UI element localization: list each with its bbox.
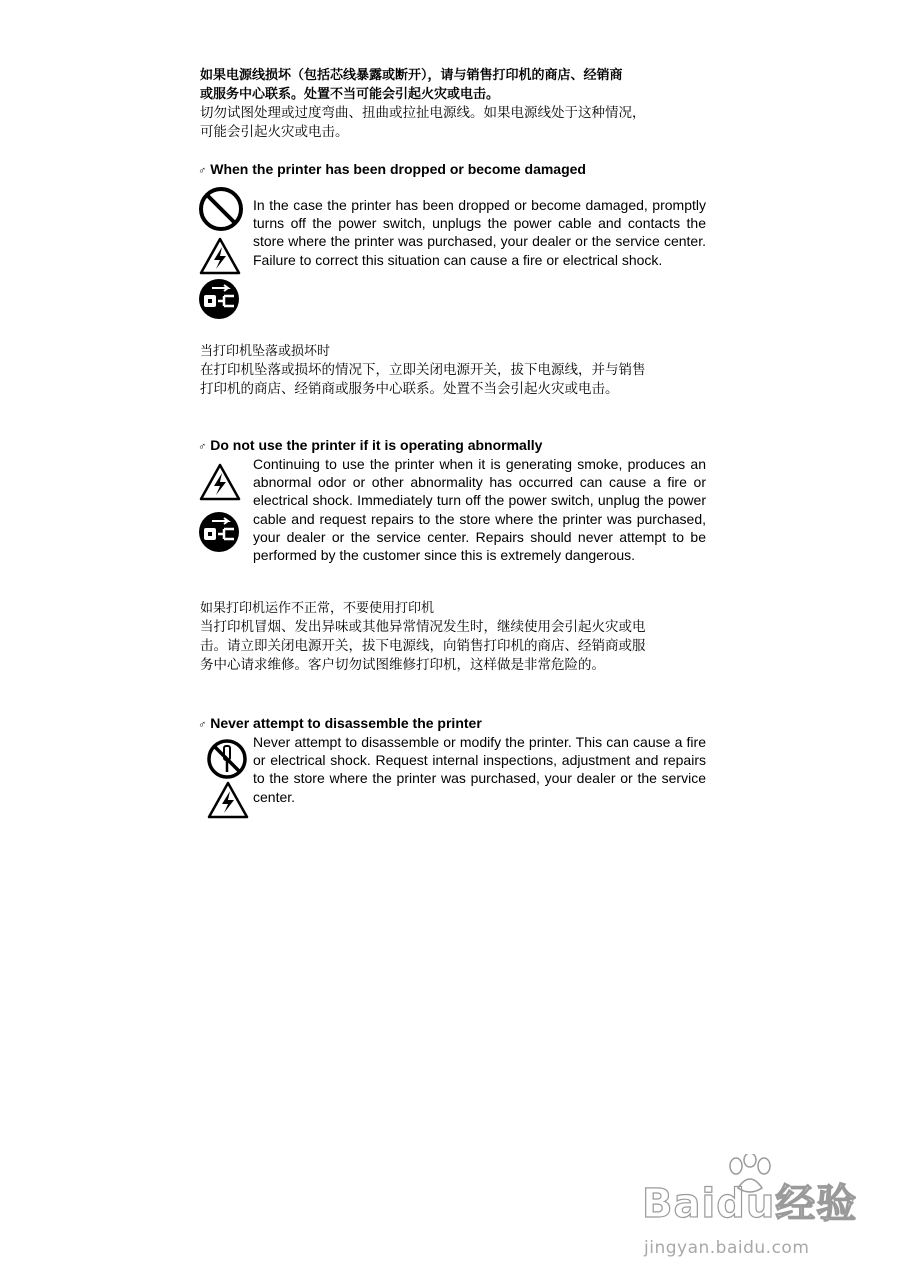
unplug-power-icon <box>198 278 240 320</box>
baidu-watermark <box>642 1168 858 1264</box>
section-1-heading: ♂ When the printer has been dropped or become damaged <box>198 161 586 177</box>
watermark-brand: Baidu经验 <box>642 1181 858 1227</box>
intro-line-1: 如果电源线损坏（包括芯线暴露或断开），请与销售打印机的商店、经销商 <box>200 68 623 83</box>
no-disassemble-icon <box>206 738 248 780</box>
electric-shock-warning-icon <box>206 780 250 820</box>
section-1-cn-heading: 当打印机坠落或损坏时 <box>200 344 331 359</box>
watermark-url: jingyan.baidu.com <box>644 1238 810 1258</box>
section-1-cn-line: 在打印机坠落或损坏的情况下，立即关闭电源开关，拔下电源线，并与销售 <box>200 362 646 378</box>
section-3-body: Never attempt to disassemble or modify the printer. This can cause a fire or electrical shock. Request internal inspections, adjustment and repairs to the store where the printer was purchased, your dealer or the service center. <box>253 734 706 805</box>
intro-line-4: 可能会引起火灾或电击。 <box>200 124 349 140</box>
section-2-cn <box>200 599 646 675</box>
electric-shock-warning-icon <box>198 462 242 502</box>
section-2-cn-line: 当打印机冒烟、发出异味或其他异常情况发生时，继续使用会引起火灾或电 <box>200 619 646 635</box>
intro-line-3: 切勿试图处理或过度弯曲、扭曲或拉扯电源线。如果电源线处于这种情况， <box>200 105 646 121</box>
section-2-cn-heading: 如果打印机运作不正常，不要使用打印机 <box>200 601 435 616</box>
section-1-cn <box>200 342 646 399</box>
unplug-power-icon <box>198 511 240 553</box>
electric-shock-warning-icon <box>198 236 242 276</box>
prohibition-icon <box>198 186 244 232</box>
intro-block <box>200 66 646 142</box>
intro-line-2: 或服务中心联系。处置不当可能会引起火灾或电击。 <box>200 87 500 102</box>
section-2-cn-line: 击。请立即关闭电源开关，拔下电源线，向销售打印机的商店、经销商或服 <box>200 638 646 654</box>
section-2-heading: ♂ Do not use the printer if it is operating abnormally <box>198 437 543 453</box>
section-2-cn-line: 务中心请求维修。客户切勿试图维修打印机，这样做是非常危险的。 <box>200 657 605 673</box>
section-2-body: Continuing to use the printer when it is generating smoke, produces an abnormal odor or other abnormality has occurred can cause a fire or electrical shock. Immediately turn off the power switch, unplug the power cable and request repairs to the store where the printer was purchased, your dealer or the service center. Repairs should never attempt to be performed by the customer since this is extremely dangerous. <box>253 456 706 564</box>
section-1-cn-line: 打印机的商店、经销商或服务中心联系。处置不当会引起火灾或电击。 <box>200 381 619 397</box>
section-1-body: In the case the printer has been dropped or become damaged, promptly turns off the power switch, unplugs the power cable and contacts the store where the printer was purchased, your dealer or the service center. Failure to correct this situation can cause a fire or electrical shock. <box>253 197 706 268</box>
section-3-heading: ♂ Never attempt to disassemble the printer <box>198 715 482 731</box>
